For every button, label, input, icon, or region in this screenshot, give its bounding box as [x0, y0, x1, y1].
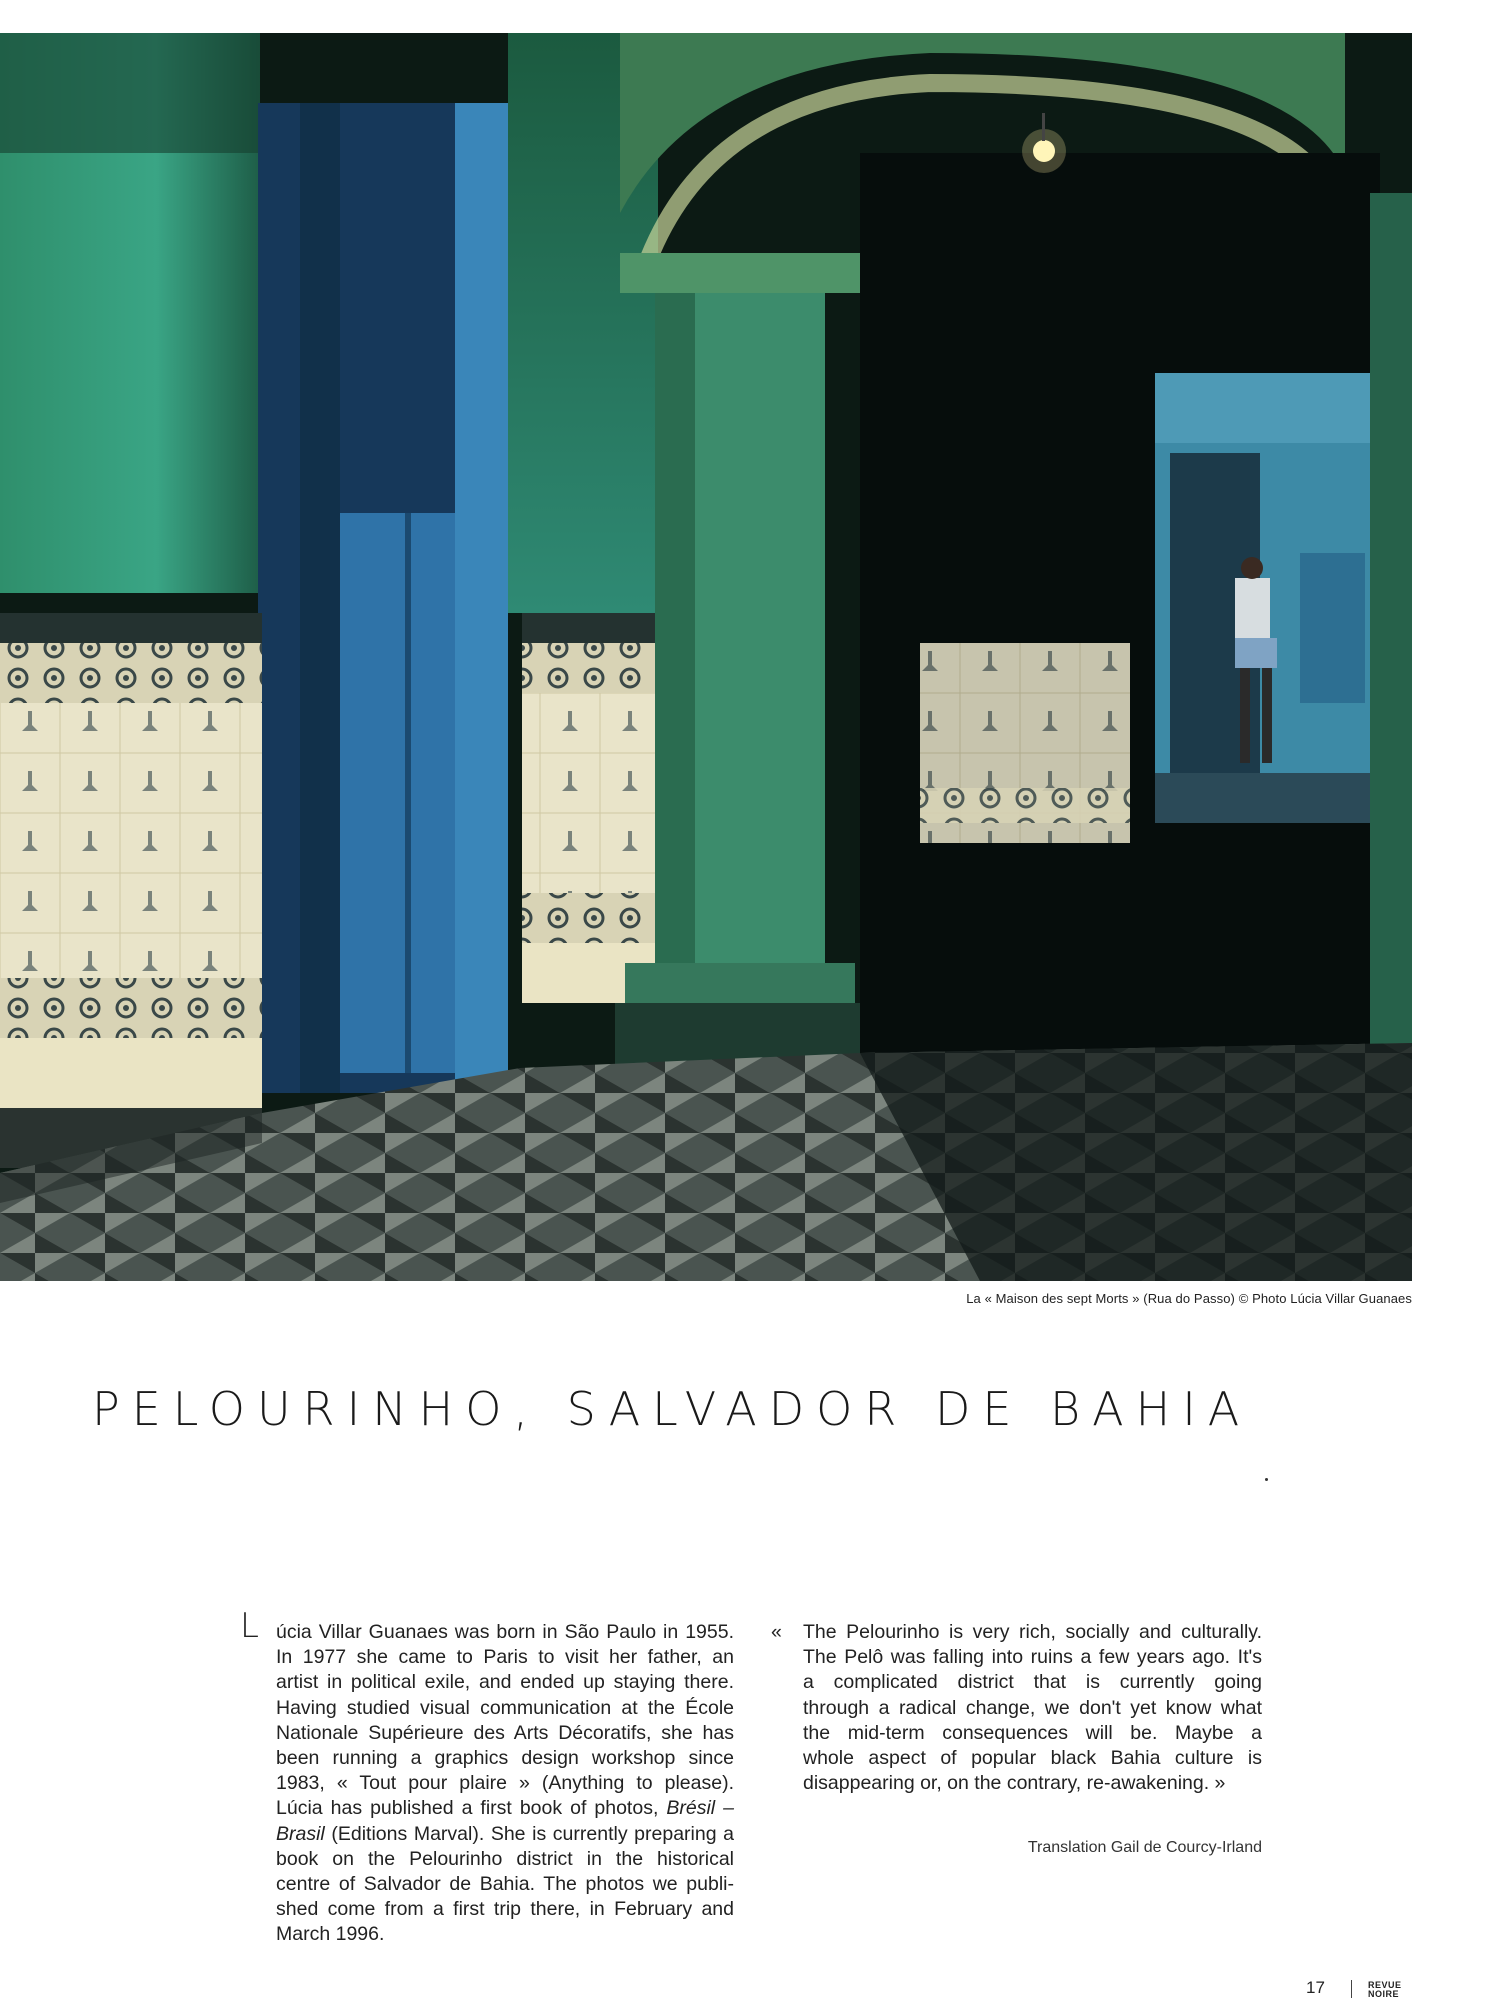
bio-line: úcia Villar Guanaes was born in São Paulo in 1955. — [276, 1621, 734, 1643]
quote-line: whole aspect of popular black Bahia culture is — [803, 1747, 1262, 1770]
bio-line: shed come from a first trip there, in February and — [276, 1898, 734, 1921]
magazine-logo-line1: REVUE — [1368, 1980, 1402, 1990]
bio-line: In 1977 she came to Paris to visit her father, an — [276, 1646, 734, 1669]
photo-caption: La « Maison des sept Morts » (Rua do Passo) © Photo Lúcia Villar Guanaes — [966, 1291, 1412, 1306]
quote-line: The Pelô was falling into ruins a few years ago. It's — [803, 1646, 1262, 1669]
bio-line: March 1996. — [276, 1923, 385, 1946]
bio-line: Nationale Supérieure des Arts Décoratifs, she has — [276, 1721, 734, 1744]
bio-line: artist in political exile, and ended up staying there. — [276, 1671, 734, 1694]
bio-line: 1983, « Tout pour plaire » (Anything to please). — [276, 1772, 734, 1795]
dropcap-letter: L — [240, 1606, 259, 1646]
photo-courtyard-image — [0, 33, 1412, 1281]
quote-line: a complicated district that is currently going — [803, 1671, 1262, 1694]
magazine-logo — [1368, 1981, 1402, 1999]
magazine-logo-line2: NOIRE — [1368, 1989, 1400, 1999]
page-number: 17 — [1306, 1978, 1325, 1997]
book-title-part1: Brésil – — [666, 1797, 734, 1820]
translator-credit: Translation Gail de Courcy-Irland — [1027, 1839, 1262, 1856]
article-title-text: PELOURINHO, SALVADOR DE BAHIA — [92, 1382, 1252, 1436]
bio-line: centre of Salvador de Bahia. The photos we publi- — [276, 1873, 734, 1896]
bio-line-text-rest: (Editions Marval). She is currently preparing a — [324, 1822, 734, 1845]
bio-line: been running a graphics design workshop since — [276, 1747, 734, 1770]
folio-divider — [1351, 1980, 1352, 1998]
bio-line-book-cont — [276, 1822, 734, 1847]
quote-line: The Pelourinho is very rich, socially and culturally. — [803, 1621, 1262, 1643]
quote-line: the mid-term consequences will be. Maybe a — [803, 1721, 1262, 1744]
book-title-part2: Brasil — [276, 1822, 325, 1845]
bio-line: Having studied visual communication at the École — [276, 1696, 734, 1719]
bio-line: book on the Pelourinho district in the historical — [276, 1847, 734, 1870]
decorative-dot — [1265, 1478, 1268, 1481]
artist-quote — [771, 1620, 1262, 1856]
photo-courtyard — [0, 33, 1412, 1281]
quote-line: disappearing or, on the contrary, re-awakening. » — [803, 1772, 1226, 1795]
quote-line: through a radical change, we don't yet know what — [803, 1696, 1262, 1719]
artist-bio — [240, 1606, 734, 1948]
bio-line-book — [276, 1796, 734, 1821]
bio-line-text: Lúcia has published a first book of photos, — [276, 1797, 667, 1820]
quote-open-mark: « — [771, 1621, 782, 1643]
article-title — [92, 1382, 1432, 1436]
